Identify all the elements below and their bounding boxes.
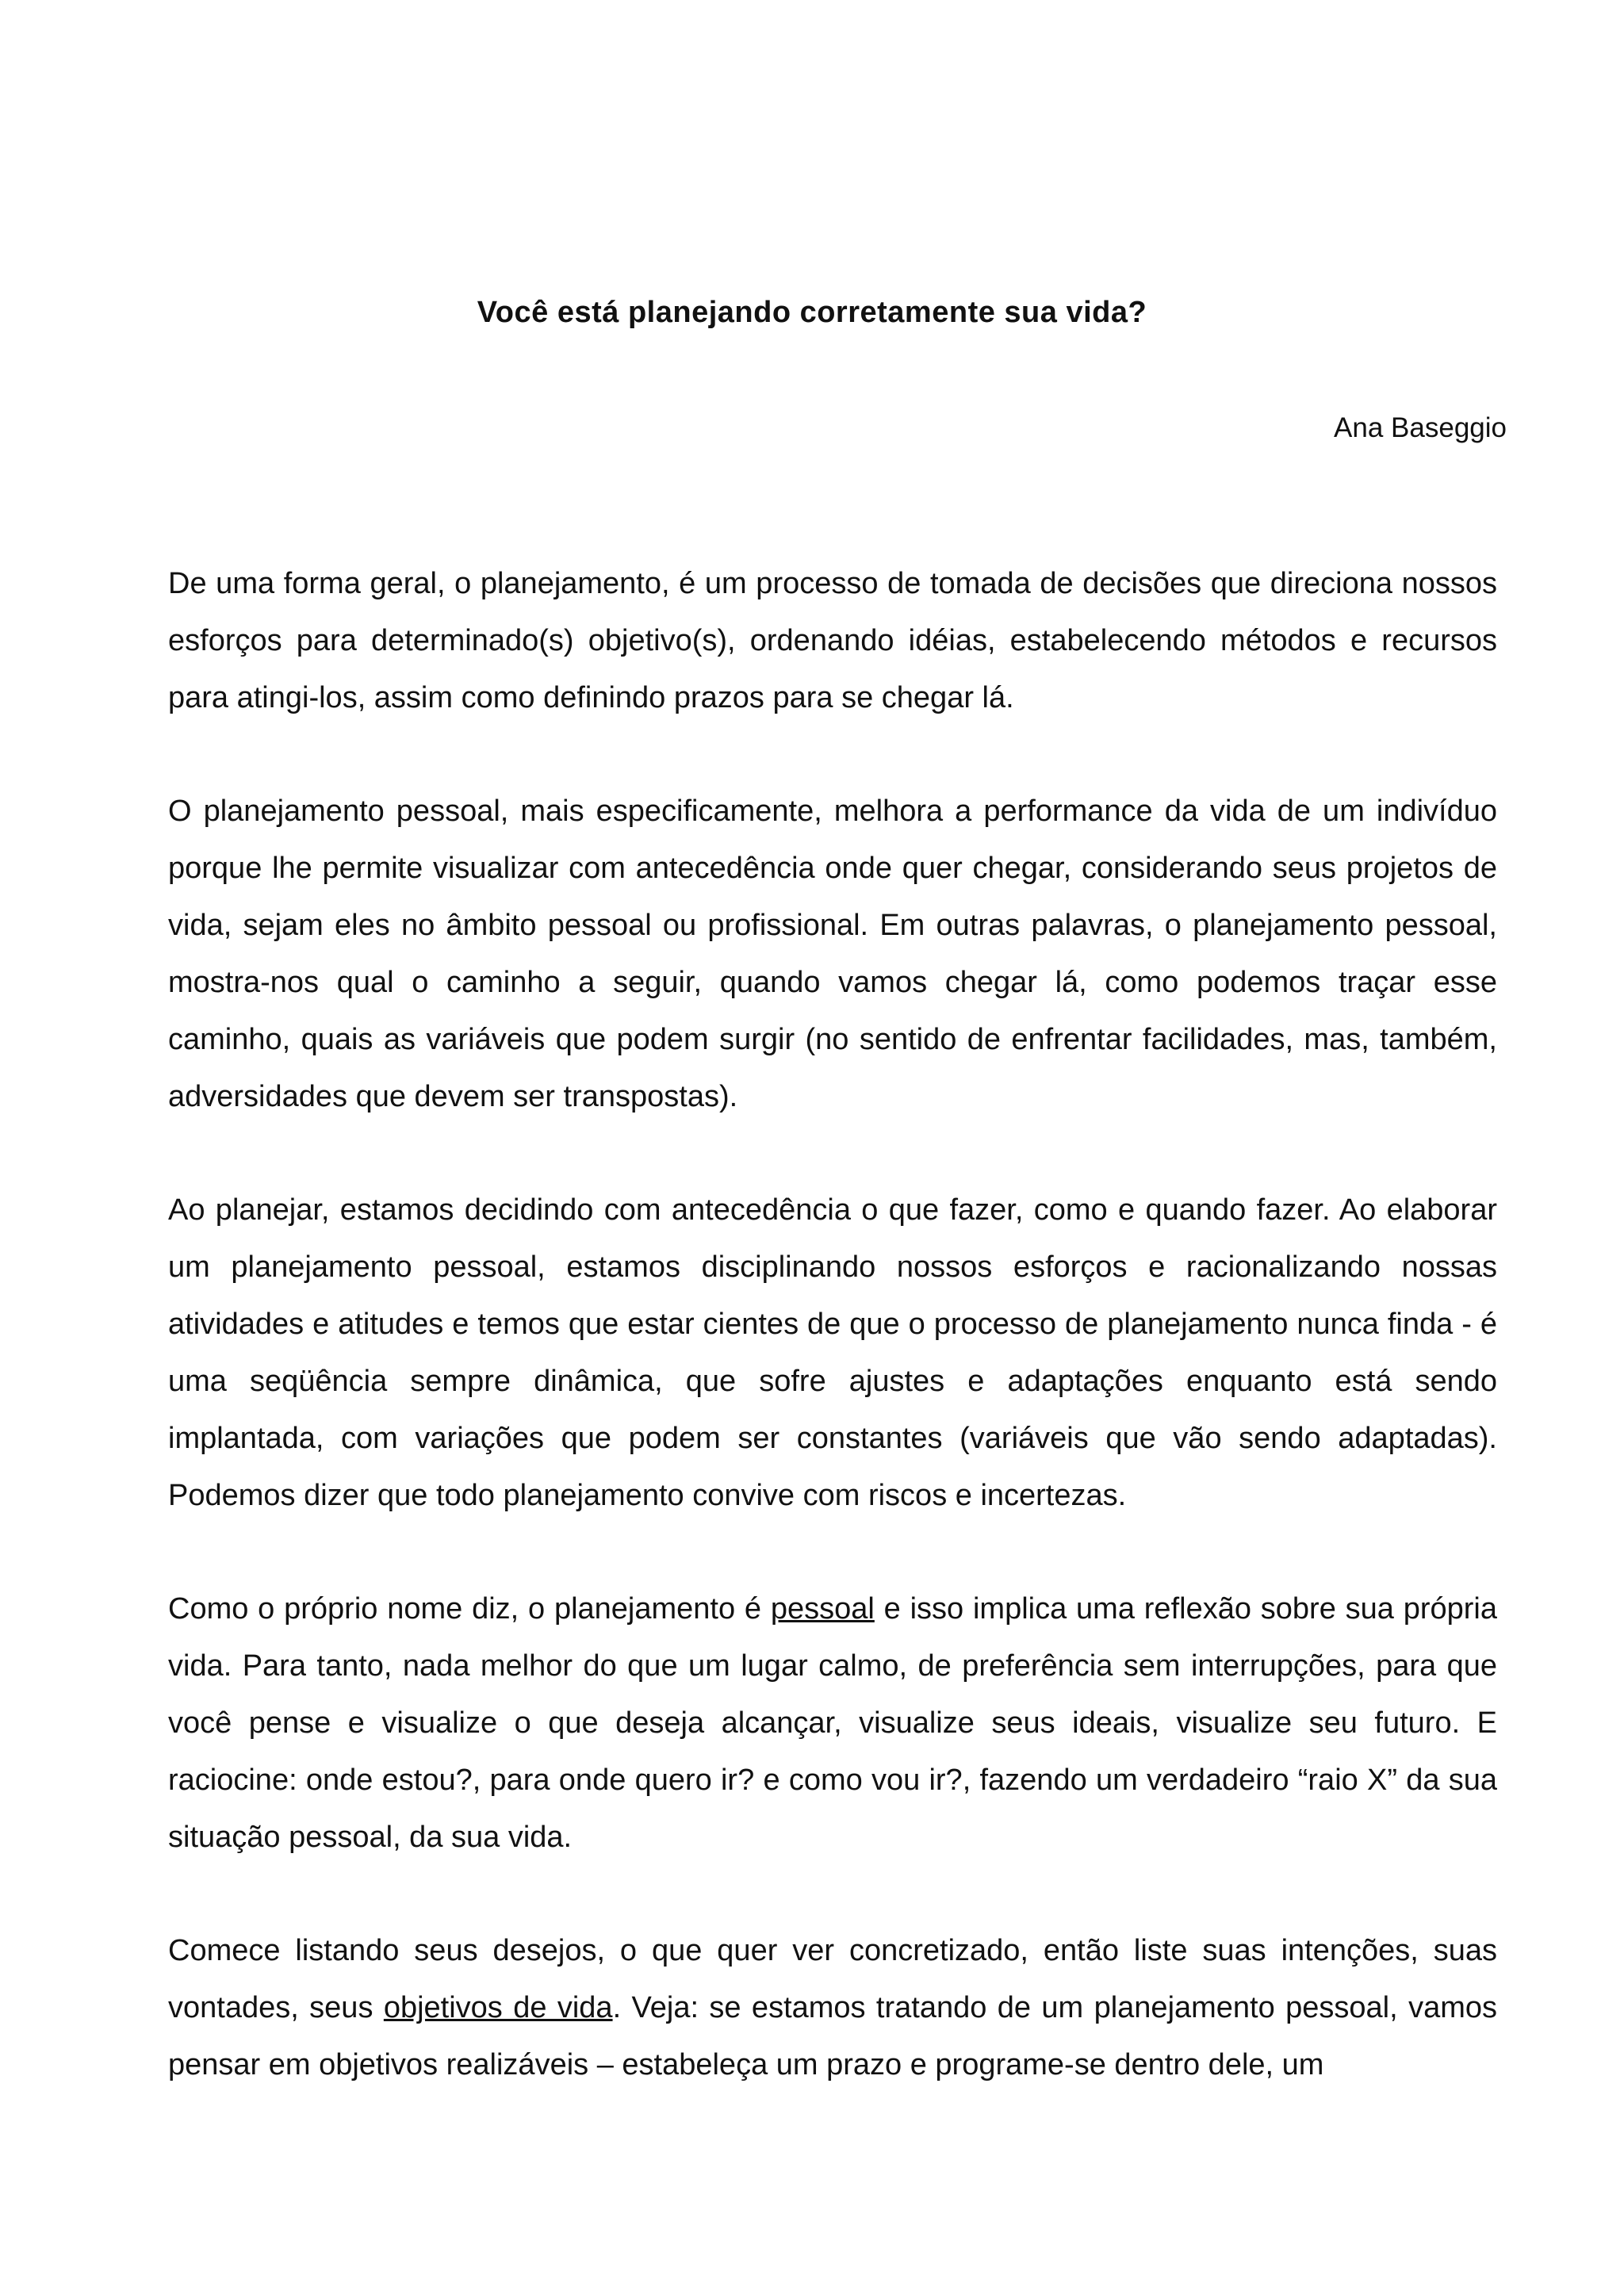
paragraph-4-text-before: Como o próprio nome diz, o planejamento é (168, 1592, 771, 1626)
paragraph-5-text-after: . Veja: se estamos tratando de um planejamento pessoal, vamos pensar em objetivos realizáveis – estabeleça um prazo e programe-se dentro dele, um (168, 1991, 1497, 2081)
document-body (168, 555, 1497, 2150)
paragraph-4-text-after: e isso implica uma reflexão sobre sua própria vida. Para tanto, nada melhor do que um lugar calmo, de preferência sem interrupções, para que você pense e visualize o que deseja alcançar, visualize seus ideais, visualize seu futuro. E raciocine: onde estou?, para onde quero ir? e como vou ir?, fazendo um verdadeiro “raio X” da sua situação pessoal, da sua vida. (168, 1592, 1497, 1854)
paragraph-5 (168, 1922, 1497, 2093)
underlined-word-pessoal: pessoal (770, 1592, 875, 1626)
underlined-phrase-objetivos: objetivos de vida (383, 1991, 613, 2024)
document-title: Você está planejando corretamente sua vida? (477, 296, 1147, 329)
paragraph-2: O planejamento pessoal, mais especificamente, melhora a performance da vida de um indivíduo porque lhe permite visualizar com antecedência onde quer chegar, considerando seus projetos de vida, sejam eles no âmbito pessoal ou profissional. Em outras palavras, o planejamento pessoal, mostra-nos qual o caminho a seguir, quando vamos chegar lá, como podemos traçar esse caminho, quais as variáveis que podem surgir (no sentido de enfrentar facilidades, mas, também, adversidades que devem ser transpostas). (168, 795, 1497, 1113)
paragraph-4 (168, 1580, 1497, 1866)
document-author: Ana Baseggio (1334, 412, 1507, 443)
paragraph-5-text-before: Comece listando seus desejos, o que quer ver concretizado, então liste suas intenções, suas vontades, seus (168, 1934, 1497, 2024)
paragraph-3: Ao planejar, estamos decidindo com antecedência o que fazer, como e quando fazer. Ao elaborar um planejamento pessoal, estamos disciplinando nossos esforços e racionalizando nossas atividades e atitudes e temos que estar cientes de que o processo de planejamento nunca finda - é uma seqüência sempre dinâmica, que sofre ajustes e adaptações enquanto está sendo implantada, com variações que podem ser constantes (variáveis que vão sendo adaptadas). Podemos dizer que todo planejamento convive com riscos e incertezas. (168, 1193, 1497, 1512)
paragraph-1: De uma forma geral, o planejamento, é um processo de tomada de decisões que direciona nossos esforços para determinado(s) objetivo(s), ordenando idéias, estabelecendo métodos e recursos para atingi-los, assim como definindo prazos para se chegar lá. (168, 567, 1497, 714)
